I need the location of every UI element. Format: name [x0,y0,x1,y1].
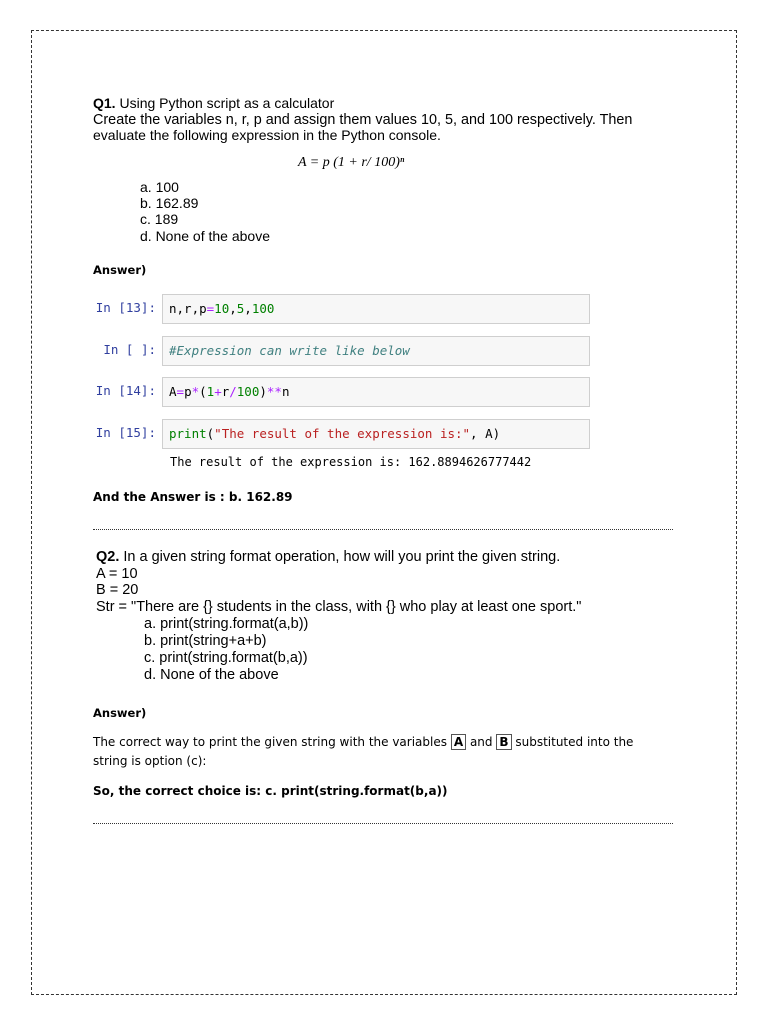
q2-explanation-line1 [93,735,633,749]
cell-prompt-14: In [14]: [95,383,156,398]
q2-option-d: d. None of the above [144,667,279,683]
code-cell-14[interactable] [162,377,590,407]
q1-number: Q1. [93,95,116,111]
divider-1 [93,529,673,530]
cell-output: The result of the expression is: 162.8894626777442 [170,455,532,469]
code-comment: #Expression can write like below [169,343,410,358]
code-expression: A=p*(1+r/100)**n [169,384,290,399]
q1-line1: Create the variables n, r, p and assign them values 10, 5, and 100 respectively. Then [93,112,633,128]
q1-line2: evaluate the following expression in the Python console. [93,127,441,143]
q2-b-line: B = 20 [96,582,139,598]
q2-option-c: c. print(string.format(b,a)) [144,650,308,666]
code-cell-13[interactable] [162,294,590,324]
q1-final-answer: And the Answer is : b. 162.89 [93,490,293,504]
page-border [31,30,737,995]
q2-var-a: A [451,734,466,750]
q2-heading [96,549,560,565]
q2-prose-and: and [469,735,493,749]
q2-str-line: Str = "There are {} students in the class, with {} who play at least one sport." [96,599,582,615]
q2-prose-part2: substituted into the [515,735,634,749]
code-n-r-p: n,r,p=10,5,100 [169,301,275,316]
q1-heading [93,95,334,111]
code-print: print("The result of the expression is:", A) [169,426,501,441]
q2-title: In a given string format operation, how will you print the given string. [123,549,561,565]
cell-prompt-15: In [15]: [95,425,156,440]
q2-final-answer: So, the correct choice is: c. print(string.format(b,a)) [93,784,448,798]
q2-prose-part1: The correct way to print the given string with the variables [93,735,447,749]
q2-option-b: b. print(string+a+b) [144,633,267,649]
q2-explanation-line2: string is option (c): [93,754,207,768]
q1-option-a: a. 100 [140,179,179,195]
q2-number: Q2. [96,549,120,565]
cell-prompt-empty: In [ ]: [103,342,156,357]
code-cell-comment[interactable] [162,336,590,366]
q2-a-line: A = 10 [96,566,138,582]
divider-2 [93,823,673,824]
q1-option-c: c. 189 [140,211,179,227]
q1-option-b: b. 162.89 [140,195,199,211]
q1-answer-label: Answer) [93,263,147,277]
q1-title: Using Python script as a calculator [119,95,335,111]
q2-option-a: a. print(string.format(a,b)) [144,616,309,632]
cell-prompt-13: In [13]: [95,300,156,315]
q1-formula: A = p (1 + r/ 100)ⁿ [298,155,405,170]
code-cell-15[interactable] [162,419,590,449]
q1-option-d: d. None of the above [140,228,270,244]
q2-answer-label: Answer) [93,706,147,720]
q2-var-b: B [496,734,511,750]
